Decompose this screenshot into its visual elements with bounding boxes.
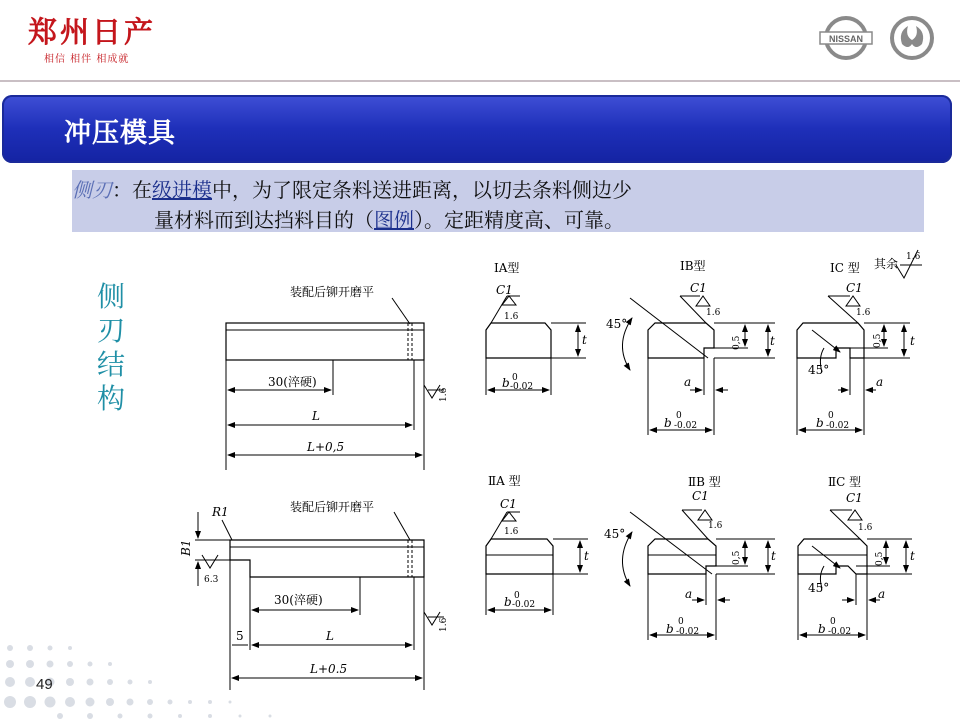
svg-text:-0.02: -0.02 [826,421,850,431]
type-IIA-name: ⅡA 型 [488,474,521,488]
svg-text:45°: 45° [808,363,830,377]
type-IIB-section [622,510,775,640]
svg-text:t: t [582,333,587,347]
svg-text:t: t [910,334,915,348]
svg-text:0,5: 0,5 [732,335,742,350]
svg-text:-0.02: -0.02 [676,627,700,637]
roughness-top: 1.6 [439,387,449,402]
svg-text:0,5: 0,5 [873,333,883,348]
description-line-1: 侧刃：在级进模中，为了限定条料送进距离，以切去条料侧边少 [72,178,632,202]
svg-text:NISSAN: NISSAN [828,34,864,44]
dim-30-bottom: 30(淬硬) [274,593,323,607]
svg-text:t: t [910,549,915,563]
radius-R1: R1 [212,505,229,519]
type-IIB-name: ⅡB 型 [688,475,721,489]
svg-text:C1: C1 [846,491,863,505]
description-line-2: 量材料而到达挡料目的（图例）。定距精度高、可靠。 [154,208,624,232]
svg-text:-0.02: -0.02 [674,421,698,431]
svg-text:b: b [818,622,826,636]
brand-name: 郑州日产 [28,15,157,49]
svg-text:-0.02: -0.02 [828,627,852,637]
svg-text:C1: C1 [500,497,517,511]
svg-text:a: a [684,375,692,389]
svg-text:0,5: 0,5 [732,550,742,565]
type-IIC-name: ⅡC 型 [828,475,862,489]
svg-text:0: 0 [830,617,836,627]
dim-30-top: 30(淬硬) [268,375,317,389]
svg-text:45°: 45° [606,317,628,331]
rivet-note-top: 装配后铆开磨平 [290,285,375,299]
svg-text:1.6: 1.6 [504,312,519,322]
svg-text:a: a [876,375,884,389]
roughness-bottom: 1.6 [439,617,449,632]
dim-5: 5 [236,629,244,643]
svg-text:45°: 45° [808,581,830,595]
svg-text:-0.02: -0.02 [512,600,536,610]
type-IIC-section [798,510,912,640]
page-number: 49 [36,676,53,693]
figure-link[interactable]: 图例 [374,208,414,232]
svg-text:0: 0 [828,411,834,421]
rivet-note-bottom: 装配后铆开磨平 [290,500,375,514]
svg-text:b: b [504,595,512,609]
svg-text:0,5: 0,5 [875,551,885,566]
svg-text:0: 0 [678,617,684,627]
svg-text:1.6: 1.6 [504,527,519,537]
svg-text:C1: C1 [692,489,709,503]
svg-text:b: b [816,416,824,430]
others-label: 其余 [874,257,899,271]
svg-text:1.6: 1.6 [858,523,873,533]
svg-text:a: a [878,587,886,601]
svg-text:1.6: 1.6 [708,521,723,531]
svg-text:t: t [771,549,776,563]
dim-L05-bottom: L+0.5 [310,662,348,676]
svg-text:1.6: 1.6 [706,308,721,318]
svg-text:C1: C1 [690,281,707,295]
decorative-dots [0,640,560,720]
dim-B1: B1 [179,539,193,556]
type-IIA-section [486,512,588,615]
svg-text:C1: C1 [496,283,513,297]
brand-slogan: 相信 相伴 相成就 [44,54,130,65]
type-IC-section [797,250,922,435]
dim-L-bottom: L [326,629,334,643]
svg-text:b: b [666,622,674,636]
svg-text:45°: 45° [604,527,626,541]
dim-L-top: L [312,409,320,423]
svg-text:0: 0 [514,591,520,601]
type-IA-name: IA型 [494,261,520,275]
side-title: 侧 刃 结 构 [96,280,125,415]
roughness-6-3: 6.3 [204,575,219,585]
svg-text:0: 0 [512,373,518,383]
svg-text:C1: C1 [846,281,863,295]
svg-text:b: b [664,416,672,430]
svg-text:t: t [770,334,775,348]
others-roughness: 1.6 [906,252,921,262]
svg-text:-0.02: -0.02 [510,382,534,392]
type-IA-section [486,296,586,395]
term-label: 侧刃 [72,178,112,202]
svg-text:b: b [502,376,510,390]
svg-text:1.6: 1.6 [856,308,871,318]
dim-L05-top: L+0,5 [307,440,345,454]
type-IB-name: IB型 [680,259,706,273]
slide-title: 冲压模具 [64,118,176,149]
type-IC-name: IC 型 [830,261,860,275]
type-IB-section [622,296,775,435]
svg-text:0: 0 [676,411,682,421]
svg-text:a: a [685,587,693,601]
svg-text:t: t [584,549,589,563]
progressive-die-link[interactable]: 级进模 [152,178,212,202]
